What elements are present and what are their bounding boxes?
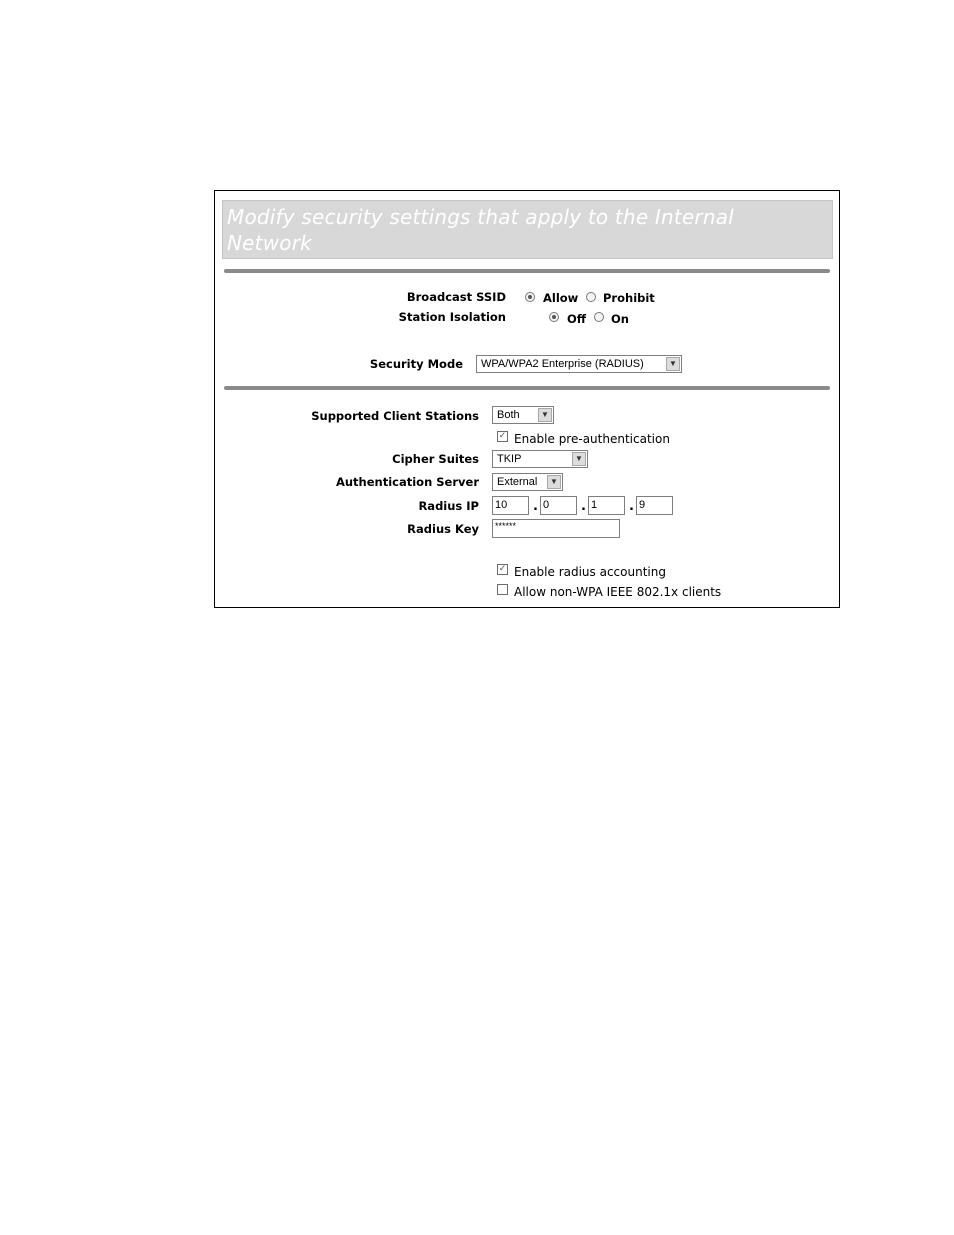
auth-server-select[interactable] bbox=[492, 473, 563, 491]
ip-separator: . bbox=[581, 499, 586, 514]
security-mode-label: Security Mode bbox=[369, 357, 463, 371]
radius-accounting-checkbox[interactable] bbox=[497, 564, 508, 575]
non-wpa-clients-label: Allow non-WPA IEEE 802.1x clients bbox=[514, 585, 722, 599]
broadcast-ssid-prohibit-label: Prohibit bbox=[603, 291, 655, 305]
chevron-down-icon: ▼ bbox=[666, 357, 680, 371]
radius-ip-octet-2[interactable]: 0 bbox=[540, 496, 577, 515]
non-wpa-clients-checkbox[interactable] bbox=[497, 584, 508, 595]
radius-key-label: Radius Key bbox=[407, 522, 479, 536]
chevron-down-icon: ▼ bbox=[572, 452, 586, 466]
station-isolation-off-label: Off bbox=[567, 312, 587, 326]
security-mode-select[interactable] bbox=[476, 355, 682, 373]
auth-server-value: External bbox=[497, 476, 538, 488]
checkmark-icon: ✓ bbox=[498, 564, 507, 574]
chevron-down-icon: ▼ bbox=[538, 408, 552, 422]
section-divider bbox=[224, 386, 830, 390]
security-settings-panel bbox=[214, 190, 840, 608]
chevron-down-icon: ▼ bbox=[547, 475, 561, 489]
radius-ip-octet-4[interactable]: 9 bbox=[636, 496, 673, 515]
station-isolation-on-label: On bbox=[611, 312, 629, 326]
station-isolation-label: Station Isolation bbox=[398, 310, 506, 324]
broadcast-ssid-allow-radio[interactable] bbox=[525, 292, 535, 302]
radius-ip-octet-3[interactable]: 1 bbox=[588, 496, 625, 515]
supported-client-stations-select[interactable] bbox=[492, 406, 554, 424]
ip-separator: . bbox=[533, 499, 538, 514]
supported-client-stations-label: Supported Client Stations bbox=[311, 409, 479, 423]
security-mode-value: WPA/WPA2 Enterprise (RADIUS) bbox=[481, 358, 644, 370]
radius-accounting-label: Enable radius accounting bbox=[514, 565, 666, 579]
supported-client-stations-value: Both bbox=[497, 409, 520, 421]
broadcast-ssid-prohibit-radio[interactable] bbox=[586, 292, 596, 302]
panel-title: Modify security settings that apply to the Internal Network bbox=[222, 200, 833, 259]
radius-key-input[interactable]: ****** bbox=[492, 519, 620, 538]
section-divider bbox=[224, 269, 830, 273]
pre-auth-checkbox[interactable] bbox=[497, 431, 508, 442]
station-isolation-off-radio[interactable] bbox=[549, 312, 559, 322]
auth-server-label: Authentication Server bbox=[335, 475, 479, 489]
radius-ip-octet-1[interactable]: 10 bbox=[492, 496, 529, 515]
cipher-suites-value: TKIP bbox=[497, 453, 522, 465]
cipher-suites-select[interactable] bbox=[492, 450, 588, 468]
cipher-suites-label: Cipher Suites bbox=[392, 452, 479, 466]
radius-ip-label: Radius IP bbox=[418, 499, 479, 513]
pre-auth-label: Enable pre-authentication bbox=[514, 432, 670, 446]
ip-separator: . bbox=[629, 499, 634, 514]
broadcast-ssid-allow-label: Allow bbox=[543, 291, 579, 305]
broadcast-ssid-label: Broadcast SSID bbox=[406, 290, 506, 304]
station-isolation-on-radio[interactable] bbox=[594, 312, 604, 322]
checkmark-icon: ✓ bbox=[498, 431, 507, 441]
